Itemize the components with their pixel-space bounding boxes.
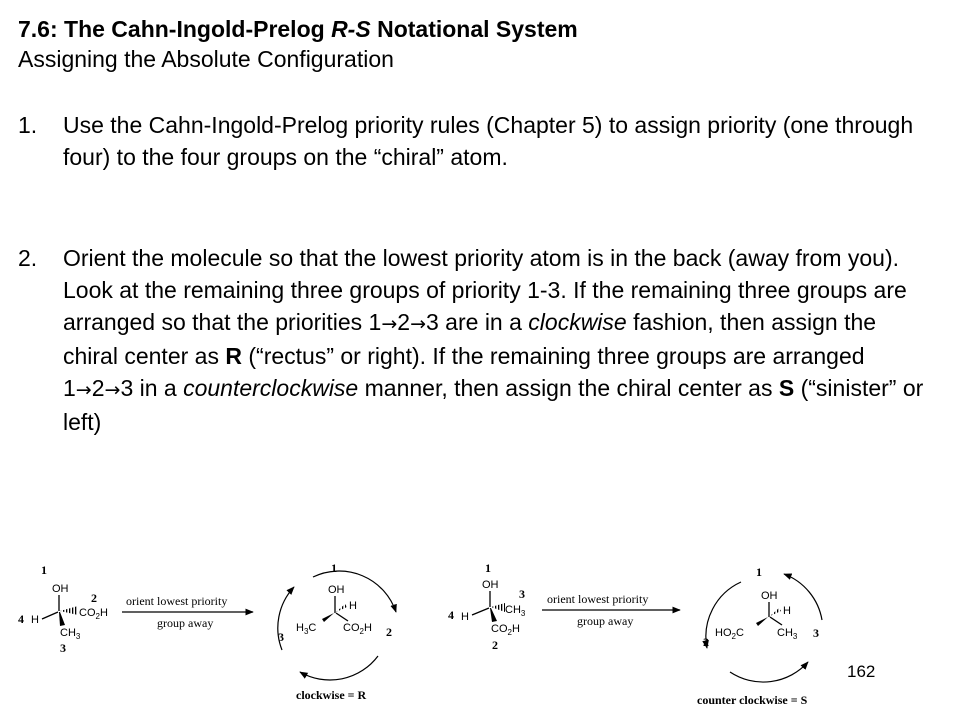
orient-label-bottom: group away <box>577 614 634 628</box>
rank-label: 3 <box>60 641 66 655</box>
rank-label: 2 <box>492 638 498 652</box>
rank-label: 2 <box>386 625 392 639</box>
solid-wedge <box>322 613 334 622</box>
rank-label: 1 <box>41 563 47 577</box>
r-caption: clockwise = R <box>296 688 367 702</box>
step-2-text: Orient the molecule so that the lowest priority atom is in the back (away from you). Look at the remaining three groups of priority 1-3. If the remaining three groups are arranged so that the priorities 1→2→3 are in a clockwise fashion, then assign the chiral center as R (“rectus” or right). If the remaining three groups are arranged 1→2→3 in a counterclockwise manner, then assign the chiral center as S (“sinister” or left) <box>63 245 924 435</box>
molecule-1 <box>18 563 108 655</box>
atom-label: $CO_2H$ <box>343 622 372 636</box>
atom-label: OH <box>52 583 69 595</box>
atom-label: OH <box>328 584 345 596</box>
atom-label: H <box>461 611 469 623</box>
atom-label: $CO_2H$ <box>491 623 520 637</box>
step-1 <box>18 109 928 173</box>
atom-label: $CH_3$ <box>60 627 81 641</box>
atom-label: $CH_3$ <box>505 604 526 618</box>
atom-label: H <box>349 600 357 612</box>
orient-label-top: orient lowest priority <box>547 592 649 606</box>
orient-arrow-2 <box>542 592 680 628</box>
orient-label-bottom: group away <box>157 616 214 630</box>
rank-label: 4 <box>448 608 454 622</box>
hashed-wedge <box>336 604 347 612</box>
step-1-number: 1. <box>18 112 38 138</box>
rotation-arrow <box>730 662 808 682</box>
molecule-4 <box>697 565 822 707</box>
rank-label: 3 <box>278 630 284 644</box>
atom-label: OH <box>482 579 499 591</box>
molecule-3 <box>448 561 526 652</box>
step-1-text: Use the Cahn-Ingold-Prelog priority rules (Chapter 5) to assign priority (one through four) to the four groups on the “chiral” atom. <box>63 112 914 170</box>
orient-label-top: orient lowest priority <box>126 594 228 608</box>
bond-line <box>770 617 782 625</box>
page-number: 162 <box>847 662 876 681</box>
rank-label: 4 <box>18 612 24 626</box>
atom-label: $HO_2C$ <box>715 627 744 641</box>
rank-label: 1 <box>331 561 337 575</box>
rank-label: 2 <box>91 591 97 605</box>
configuration-figure <box>0 545 960 720</box>
atom-label: OH <box>761 590 778 602</box>
bond-line <box>336 613 348 621</box>
slide-title: 7.6: The Cahn-Ingold-Prelog R-S Notational System <box>18 16 578 42</box>
rotation-arrow <box>300 656 378 680</box>
molecule-2 <box>278 561 396 702</box>
atom-label: H <box>783 605 791 617</box>
bond-line <box>472 608 489 615</box>
hashed-wedge <box>770 608 781 616</box>
s-caption: counter clockwise = S <box>697 693 808 707</box>
atom-label: H <box>31 614 39 626</box>
step-2 <box>18 242 928 438</box>
slide-subtitle: Assigning the Absolute Configuration <box>18 46 394 72</box>
rank-label: 2 <box>703 635 709 649</box>
rank-label: 1 <box>485 561 491 575</box>
solid-wedge <box>490 608 497 622</box>
atom-label: $CO_2H$ <box>79 607 108 621</box>
atom-label: $H_3C$ <box>296 622 317 636</box>
rank-label: 1 <box>756 565 762 579</box>
solid-wedge <box>59 612 65 626</box>
atom-label: $CH_3$ <box>777 627 798 641</box>
orient-arrow-1 <box>122 594 253 630</box>
step-2-number: 2. <box>18 245 38 271</box>
bond-line <box>42 612 58 619</box>
hashed-wedge <box>60 606 78 615</box>
rank-label: 3 <box>519 587 525 601</box>
hashed-wedge <box>491 603 505 612</box>
solid-wedge <box>756 617 768 626</box>
rank-label: 3 <box>813 626 819 640</box>
